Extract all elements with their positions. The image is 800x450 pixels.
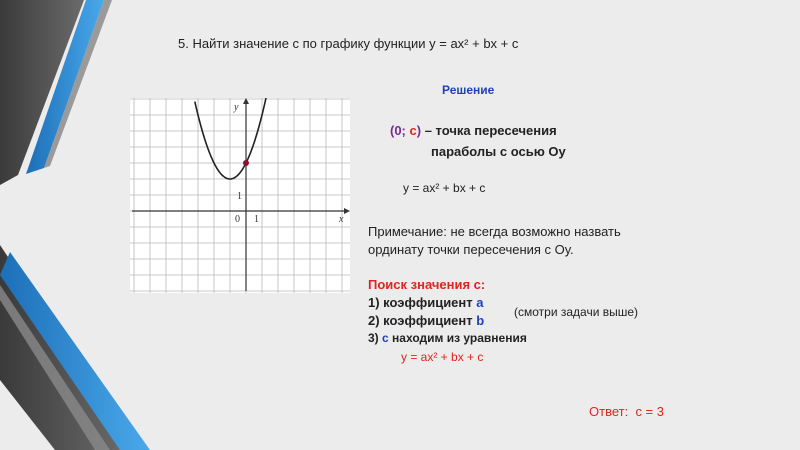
origin-label: 0 — [235, 214, 240, 225]
point-close: ) — [416, 123, 422, 138]
intercept-point — [243, 160, 249, 166]
point-c: с — [409, 123, 417, 138]
note-line-2: ординату точки пересечения с Оу. — [368, 242, 574, 257]
step-3-text: находим из уравнения — [392, 331, 527, 345]
answer — [589, 404, 664, 419]
answer-label: Ответ: — [589, 404, 629, 419]
slide-title: 5. Найти значение с по графику функции у = ах² + bх + с — [178, 36, 519, 51]
point-desc-2: параболы с осью Оу — [431, 144, 566, 159]
x-axis-label: x — [339, 214, 344, 225]
see-above-note: (смотри задачи выше) — [514, 305, 639, 319]
answer-value: с = 3 — [635, 404, 664, 419]
point-open: (0; — [390, 123, 406, 138]
parabola-graph — [130, 98, 350, 293]
point-desc-1: – точка пересечения — [421, 123, 557, 138]
step-1 — [368, 295, 484, 310]
search-heading: Поиск значения с: — [368, 277, 486, 292]
x-axis-arrow — [344, 208, 350, 214]
step-2 — [368, 313, 484, 328]
solution-heading: Решение — [442, 83, 495, 97]
y-unit-label: 1 — [237, 191, 242, 202]
step-3-var: с — [382, 331, 389, 345]
note-line-1: Примечание: не всегда возможно назвать — [368, 224, 621, 239]
intersection-point-text — [390, 123, 557, 138]
step-3-num: 3) — [368, 331, 379, 345]
y-axis-label: y — [234, 102, 239, 113]
x-unit-label: 1 — [254, 214, 259, 225]
step-1-var: а — [476, 295, 484, 310]
step-2-var: b — [476, 313, 485, 328]
step-3 — [368, 331, 527, 345]
step-1-prefix: 1) коэффициент — [368, 295, 473, 310]
equation-2: у = ах² + bх + с — [401, 350, 484, 364]
equation-1: у = ах² + bх + с — [403, 181, 486, 195]
step-2-prefix: 2) коэффициент — [368, 313, 473, 328]
